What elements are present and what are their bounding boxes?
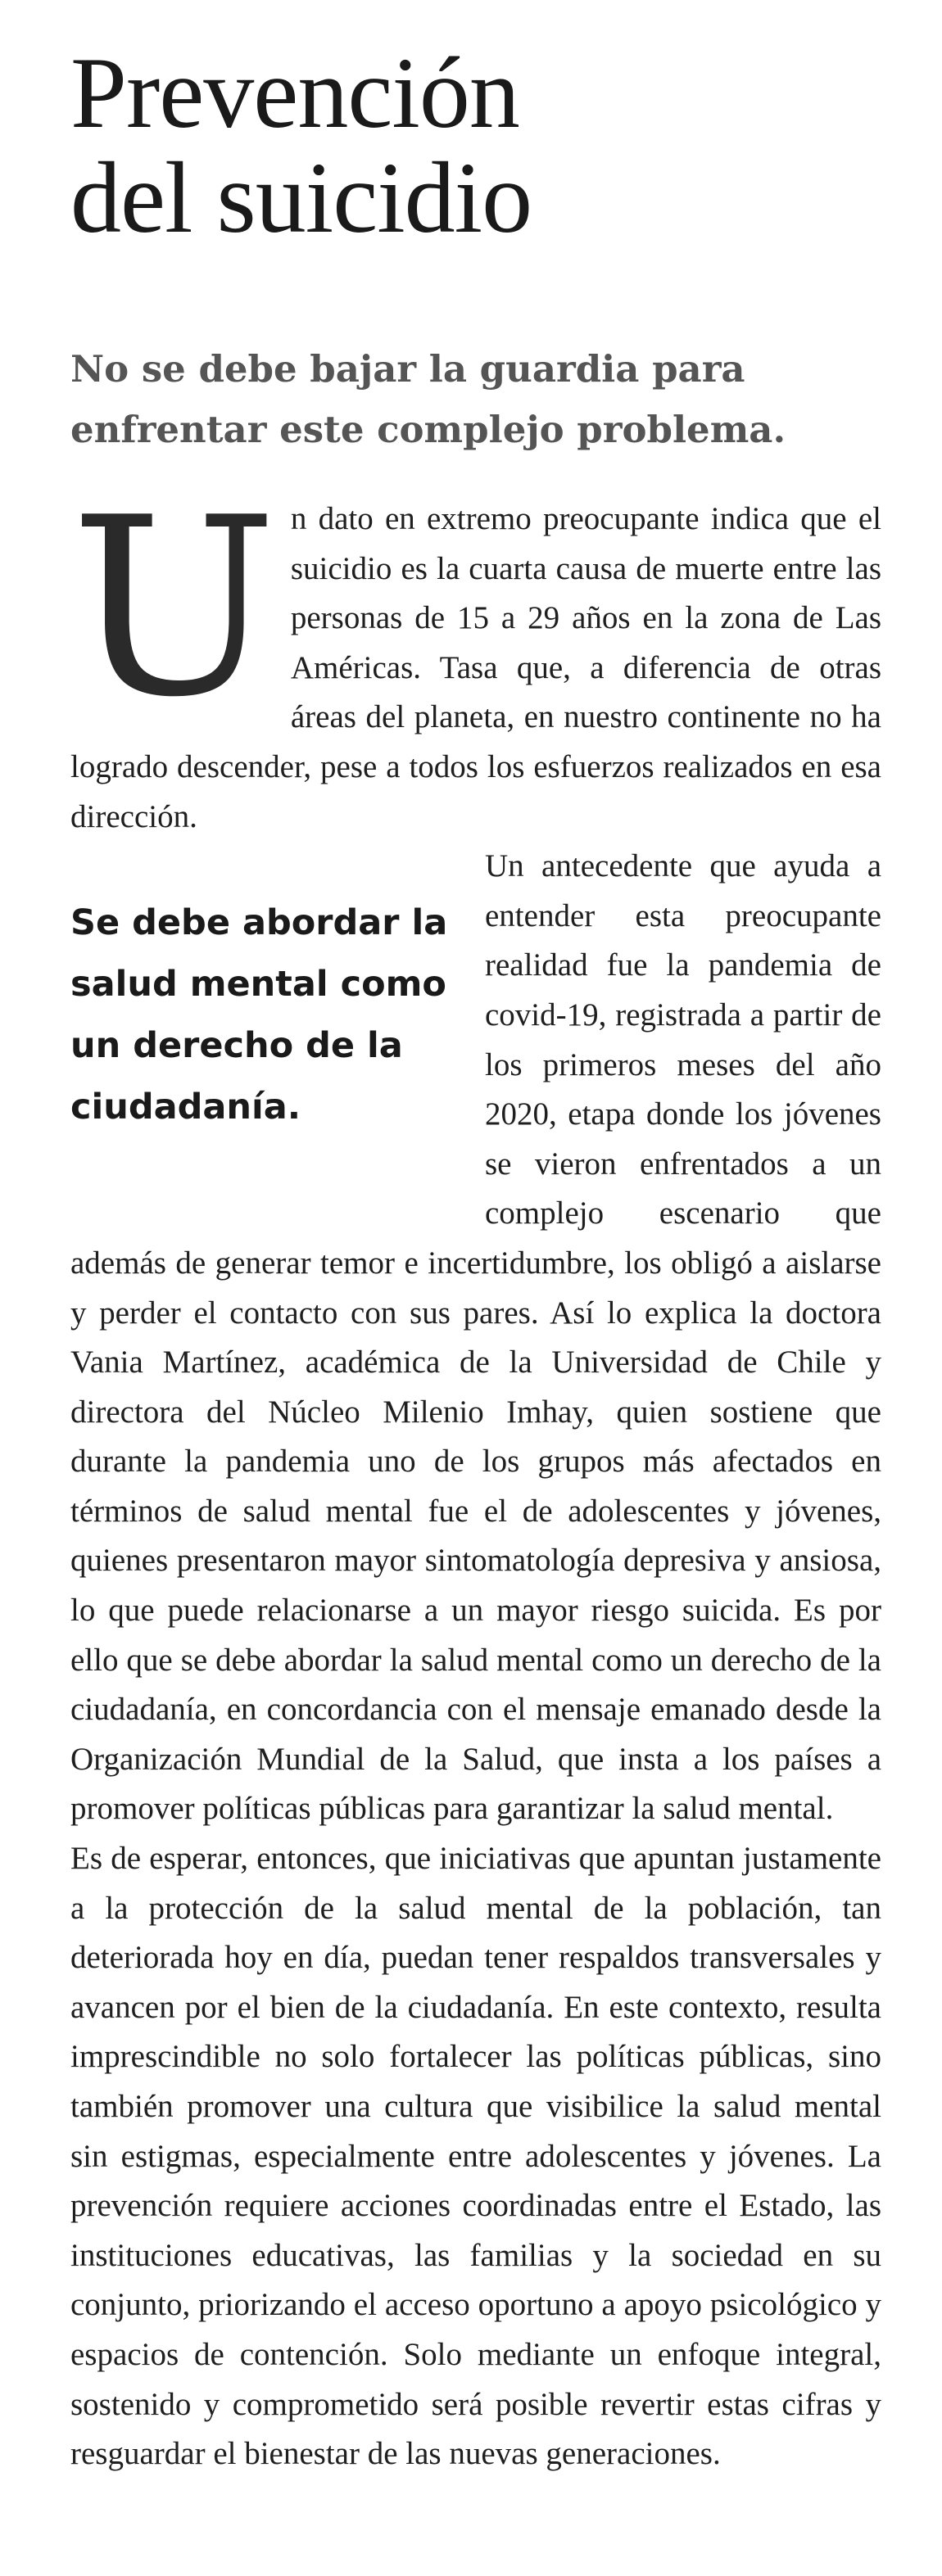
article-body [70,465,881,2479]
article-title [70,37,881,254]
paragraph-2: Un antecedente que ayuda a entender esta preocupante realidad fue la pandemia de covid-19, registrada a partir de los primeros meses del año 2020, etapa donde los jóvenes se vieron enfrentados a un complejo escenario que además de generar temor e incertidumbre, los obligó a aislarse y perder el contacto con sus pares. Así lo explica la doctora Vania Martínez, académica de la Universidad de Chile y directora del Núcleo Milenio Imhay, quien sostiene que durante la pandemia uno de los grupos más afectados en términos de salud mental fue el de adolescentes y jóvenes, quienes presentaron mayor sintomatología depresiva y ansiosa, lo que puede relacionarse a un mayor riesgo suicida. Es por ello que se debe abordar la salud mental como un derecho de la ciudadanía, en concordancia con el mensaje emanado desde la Organización Mundial de la Salud, que insta a los países a promover políticas públicas para garantizar la salud mental. [70,848,881,1827]
article-title-line-1: Prevención [70,37,519,149]
paragraph-3: Es de esperar, entonces, que iniciativas que apuntan justamente a la protección de la salud mental de la población, tan deteriorada hoy en día, puedan tener respaldos transversales y avancen por el bien de la ciudadanía. En este contexto, resulta imprescindible no solo fortalecer las políticas públicas, sino también promover una cultura que visibilice la salud mental sin estigmas, especialmente entre adolescentes y jóvenes. La prevención requiere acciones coordinadas entre el Estado, las instituciones educativas, las familias y la sociedad en su conjunto, priorizando el acceso oportuno a apoyo psicológico y espacios de contención. Solo mediante un enfoque integral, sostenido y comprometido será posible revertir estas cifras y resguardar el bienestar de las nuevas generaciones. [70,1841,881,2472]
article [70,37,881,2555]
drop-cap: U [70,465,278,751]
article-subtitle: No se debe bajar la guardia para enfrentar este complejo problema. [70,347,786,451]
article-title-line-2: del suicidio [70,142,532,254]
pull-quote: Se debe abordar la salud mental como un derecho de la ciudadanía. [70,902,448,1128]
paragraph-1: n dato en extremo preocupante indica que el suicidio es la cuarta causa de muerte entre las personas de 15 a 29 años en la zona de Las Américas. Tasa que, a diferencia de otras áreas del planeta, en nuestro continente no ha logrado descender, pese a todos los esfuerzos realizados en esa dirección. [70,501,881,834]
